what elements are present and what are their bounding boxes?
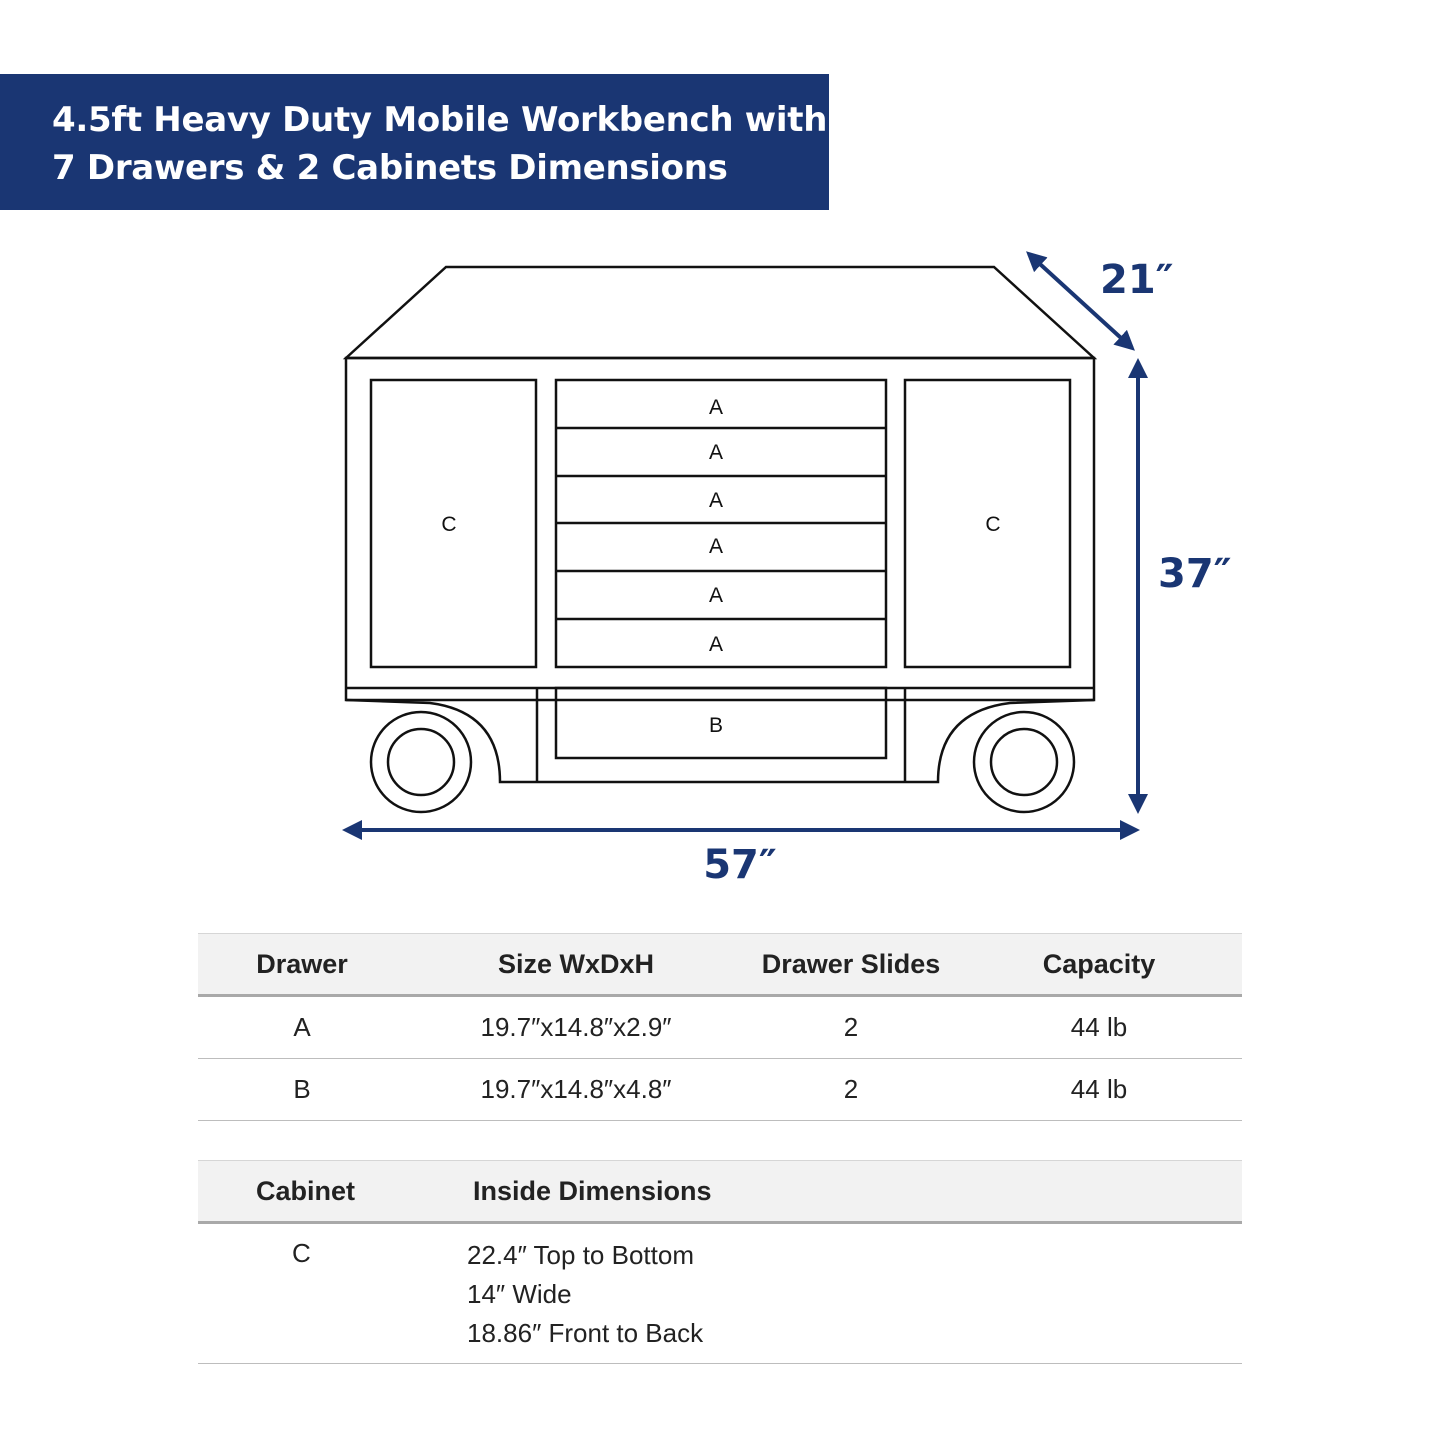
dimension-height: 22.4″ Top to Bottom — [467, 1240, 694, 1270]
worktop — [346, 267, 1094, 358]
table-row — [198, 996, 1242, 1059]
table-header-row — [198, 934, 1242, 996]
cell-drawer: B — [198, 1059, 406, 1121]
header-size: Size WxDxH — [406, 934, 746, 996]
cell-cabinet: C — [198, 1223, 456, 1364]
height-label: 37″ — [1158, 551, 1232, 597]
left-cabinet-label: C — [441, 513, 457, 536]
cell-drawer: A — [198, 996, 406, 1059]
title-line-1: 4.5ft Heavy Duty Mobile Workbench with — [52, 100, 828, 140]
title-line-2: 7 Drawers & 2 Cabinets Dimensions — [52, 148, 728, 188]
header-inside-dimensions: Inside Dimensions — [456, 1161, 1242, 1223]
drawer-a-label: A — [708, 535, 724, 558]
drawer-b-label: B — [708, 714, 724, 737]
header-drawer: Drawer — [198, 934, 406, 996]
cell-slides: 2 — [746, 1059, 956, 1121]
width-label: 57″ — [703, 842, 777, 888]
right-wheel — [974, 712, 1074, 812]
cell-size: 19.7″x14.8″x4.8″ — [406, 1059, 746, 1121]
cell-size: 19.7″x14.8″x2.9″ — [406, 996, 746, 1059]
dimension-width: 14″ Wide — [467, 1279, 572, 1309]
drawer-a-label: A — [708, 441, 724, 464]
header-slides: Drawer Slides — [746, 934, 956, 996]
table-row — [198, 1059, 1242, 1121]
depth-label: 21″ — [1100, 257, 1174, 303]
drawer-a-label: A — [708, 633, 724, 656]
cell-capacity: 44 lb — [956, 996, 1242, 1059]
left-wheel — [371, 712, 471, 812]
dimension-depth: 18.86″ Front to Back — [467, 1318, 704, 1348]
drawer-a-label: A — [708, 584, 724, 607]
drawer-a-label: A — [708, 396, 724, 419]
table-header-row — [198, 1161, 1242, 1223]
cell-inside-dimensions — [456, 1223, 1242, 1364]
table-row — [198, 1223, 1242, 1364]
cabinet-spec-table — [198, 1160, 1242, 1364]
cell-slides: 2 — [746, 996, 956, 1059]
header-cabinet: Cabinet — [198, 1161, 456, 1223]
drawer-a-label: A — [708, 489, 724, 512]
header-capacity: Capacity — [956, 934, 1242, 996]
right-cabinet-label: C — [985, 513, 1001, 536]
cell-capacity: 44 lb — [956, 1059, 1242, 1121]
drawer-spec-table — [198, 933, 1242, 1121]
